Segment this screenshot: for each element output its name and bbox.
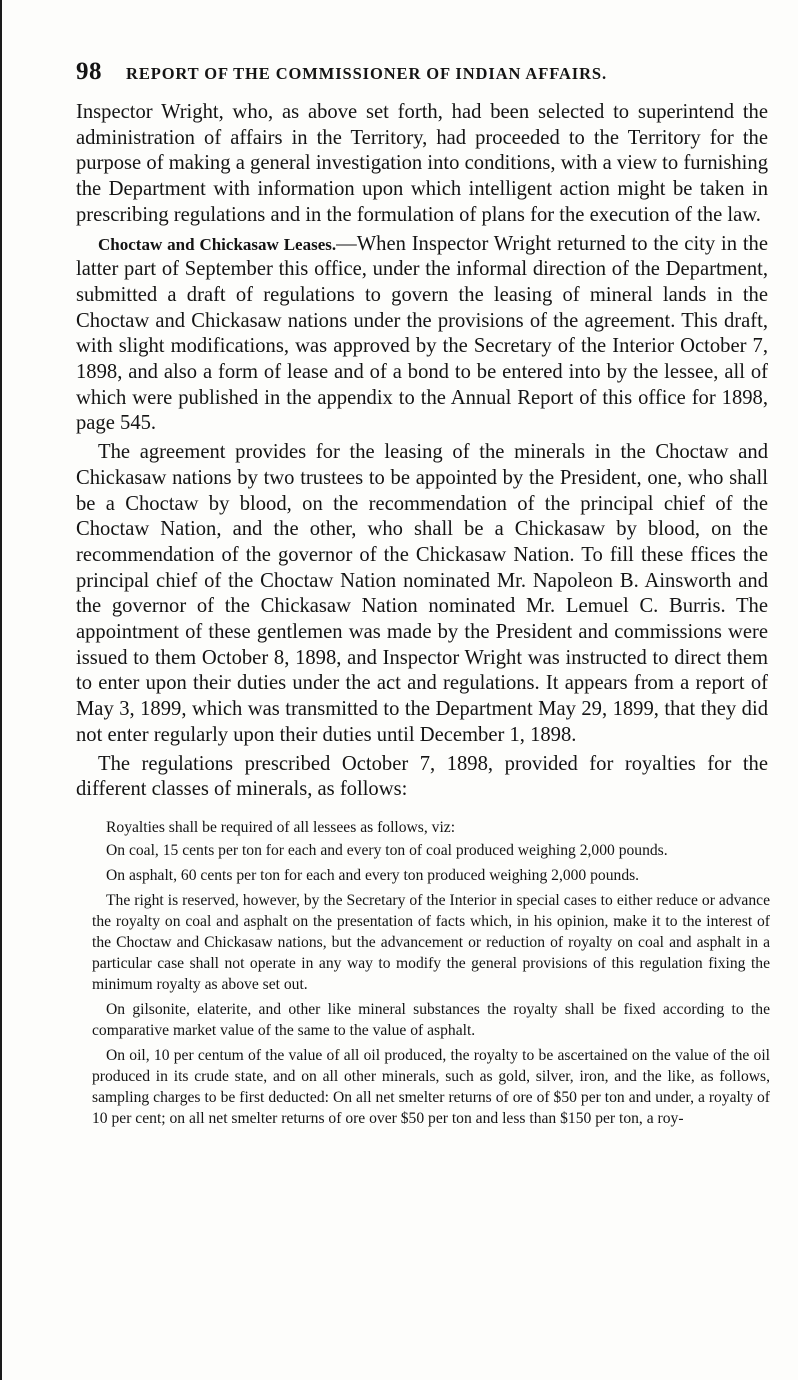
quote-asphalt: On asphalt, 60 cents per ton for each and every ton produced weighing 2,000 pounds.	[106, 866, 640, 884]
quote-coal: On coal, 15 cents per ton for each and every ton of coal produced weighing 2,000 pounds.	[106, 841, 668, 859]
running-header	[76, 58, 776, 92]
paragraph-agreement: The agreement provides for the leasing of the minerals in the Choctaw and Chickasaw nations by two trustees to be appointed by the President, one, who shall be a Choctaw by blood, on the recommendation of the principal chief of the Choctaw Nation, and the other, who shall be a Chickasaw by blood, on the recommendation of the governor of the Chickasaw Nation. To fill these ffices the principal chief of the Choctaw Nation nominated Mr. Napoleon B. Ainsworth and the governor of the Chickasaw Nation nominated Mr. Lemuel C. Burris. The appointment of these gentlemen was made by the President and commissions were issued to them October 8, 1898, and Inspector Wright was instructed to direct them to enter upon their duties under the act and regulations. It appears from a report of May 3, 1899, which was transmitted to the Department May 29, 1899, that they did not enter regularly upon their duties until December 1, 1898.	[76, 441, 768, 746]
running-title: REPORT OF THE COMMISSIONER OF INDIAN AFFAIRS.	[126, 64, 608, 83]
paragraph-leases	[76, 232, 768, 438]
paragraph-inspector-wright: Inspector Wright, who, as above set forth, had been selected to superintend the administration of affairs in the Territory, had proceeded to the Territory for the purpose of making a general investigation into conditions, with a view to furnishing the Department with information upon which intelligent action might be taken in prescribing regulations and in the formulation of plans for the execution of the law.	[76, 101, 768, 226]
scan-edge-line	[0, 0, 2, 1380]
paragraph-regulations: The regulations prescribed October 7, 1898, provided for royalties for the different classes of minerals, as follows:	[76, 752, 768, 801]
quote-gilsonite: On gilsonite, elaterite, and other like mineral substances the royalty shall be fixed according to the comparative market value of the same to the value of asphalt.	[92, 1000, 770, 1039]
page-number: 98	[76, 58, 102, 85]
quote-right-reserved: The right is reserved, however, by the Secretary of the Interior in special cases to either reduce or advance the royalty on coal and asphalt on the presentation of facts which, in his opinion, make it to the interest of the Choctaw and Chickasaw nations, but the advancement or reduction of royalty on coal and asphalt in a particular case shall not operate in any way to modify the general provisions of this regulation fixing the minimum royalty as above set out.	[92, 891, 770, 993]
quote-royalties-intro: Royalties shall be required of all lessees as follows, viz:	[106, 818, 456, 836]
body-text	[76, 100, 768, 1133]
royalties-extract	[76, 817, 770, 1129]
quote-oil-minerals: On oil, 10 per centum of the value of all oil produced, the royalty to be ascertained on the value of the oil produced in its crude state, and on all other minerals, such as gold, silver, iron, and the like, as follows, sampling charges to be first deducted: On all net smelter returns of ore of $50 per ton and under, a royalty of 10 per cent; on all net smelter returns of ore over $50 per ton and less than $150 per ton, a roy-	[92, 1046, 770, 1127]
paragraph-leases-text: —When Inspector Wright returned to the city in the latter part of September this office, under the informal direction of the Department, submitted a draft of regulations to govern the leasing of mineral lands in the Choctaw and Chickasaw nations under the provisions of the agreement. This draft, with slight modifications, was approved by the Secretary of the Interior October 7, 1898, and also a form of lease and of a bond to be entered into by the lessee, all of which were published in the appendix to the Annual Report of this office for 1898, page 545.	[76, 232, 768, 435]
section-heading-leases: Choctaw and Chickasaw Leases.	[98, 234, 337, 254]
